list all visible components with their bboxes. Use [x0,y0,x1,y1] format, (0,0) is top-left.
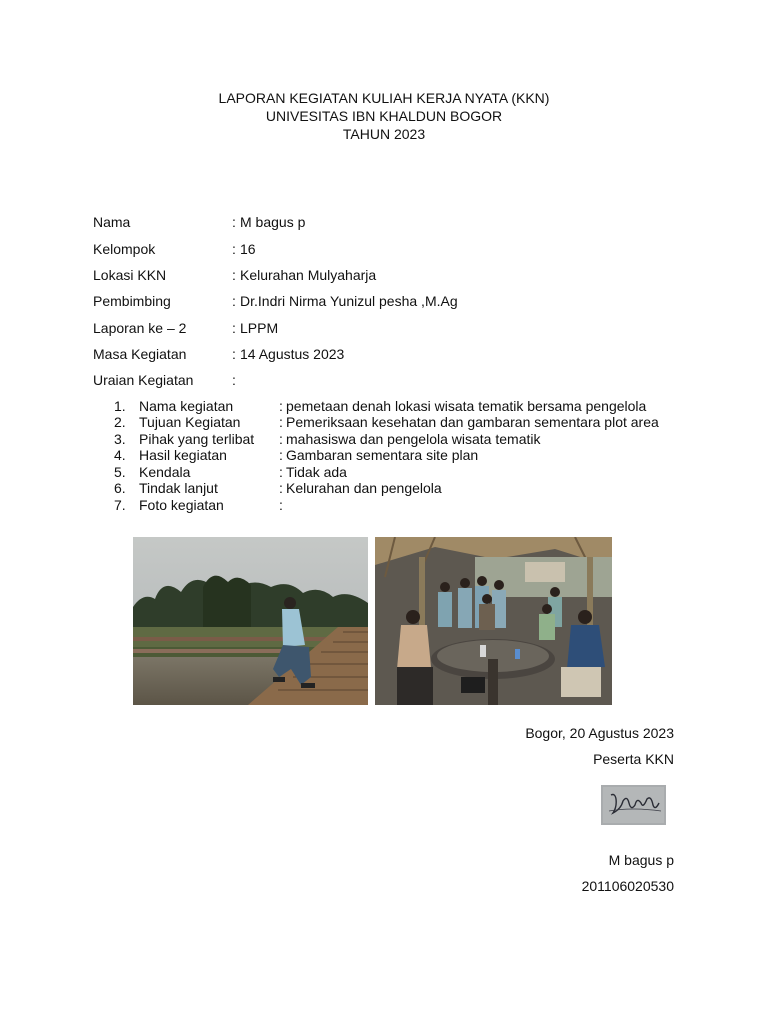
activity-photo-group [375,537,612,705]
rice-field-illustration [133,537,368,705]
signer-name: M bagus p [608,852,674,868]
activity-colon: : [279,497,283,513]
signer-role: Peserta KKN [593,751,674,767]
activity-label: Tindak lanjut [139,480,218,496]
activity-label: Kendala [139,464,191,480]
field-value: 16 [240,241,256,257]
field-value: 14 Agustus 2023 [240,346,345,362]
activity-label: Foto kegiatan [139,497,224,513]
activity-label: Hasil kegiatan [139,447,227,463]
field-label: Uraian Kegiatan [93,372,194,388]
field-value: LPPM [240,320,279,336]
field-label: Nama [93,214,131,230]
field-label: Lokasi KKN [93,267,167,283]
activity-value: Kelurahan dan pengelola [286,480,442,496]
signer-id: 201106020530 [581,878,674,894]
group-meeting-illustration [375,537,612,705]
field-label: Laporan ke – 2 [93,320,187,336]
activity-number: 4. [114,447,126,463]
title-line-1: LAPORAN KEGIATAN KULIAH KERJA NYATA (KKN) [218,90,550,106]
activity-number: 1. [114,398,126,414]
activity-number: 2. [114,414,126,430]
handwritten-signature [601,785,666,825]
activity-number: 6. [114,480,126,496]
activity-colon: : [279,398,283,414]
activity-label: Tujuan Kegiatan [139,414,241,430]
signature-image [601,785,666,825]
field-colon: : [232,267,236,283]
activity-colon: : [279,480,283,496]
field-value: Dr.Indri Nirma Yunizul pesha ,M.Ag [240,293,458,309]
report-title [0,89,768,143]
activity-value: Pemeriksaan kesehatan dan gambaran sementara plot area [286,414,659,430]
field-colon: : [232,293,236,309]
title-line-3: TAHUN 2023 [342,126,426,142]
field-colon: : [232,346,236,362]
field-colon: : [232,241,236,257]
field-value: Kelurahan Mulyaharja [240,267,377,283]
activity-value: mahasiswa dan pengelola wisata tematik [286,431,541,447]
activity-label: Pihak yang terlibat [139,431,255,447]
activity-number: 5. [114,464,126,480]
activity-value: Tidak ada [286,464,347,480]
activity-label: Nama kegiatan [139,398,234,414]
field-label: Kelompok [93,241,156,257]
activity-colon: : [279,431,283,447]
activity-number: 7. [114,497,126,513]
field-colon: : [232,320,236,336]
field-colon: : [232,372,236,388]
field-colon: : [232,214,236,230]
activity-colon: : [279,447,283,463]
field-value: M bagus p [240,214,306,230]
activity-value: pemetaan denah lokasi wisata tematik bersama pengelola [286,398,647,414]
activity-number: 3. [114,431,126,447]
field-label: Pembimbing [93,293,171,309]
field-label: Masa Kegiatan [93,346,187,362]
title-line-2: UNIVESITAS IBN KHALDUN BOGOR [265,108,503,124]
activity-colon: : [279,464,283,480]
activity-photo-rice-field [133,537,368,705]
place-date: Bogor, 20 Agustus 2023 [525,725,674,741]
activity-value: Gambaran sementara site plan [286,447,479,463]
activity-colon: : [279,414,283,430]
